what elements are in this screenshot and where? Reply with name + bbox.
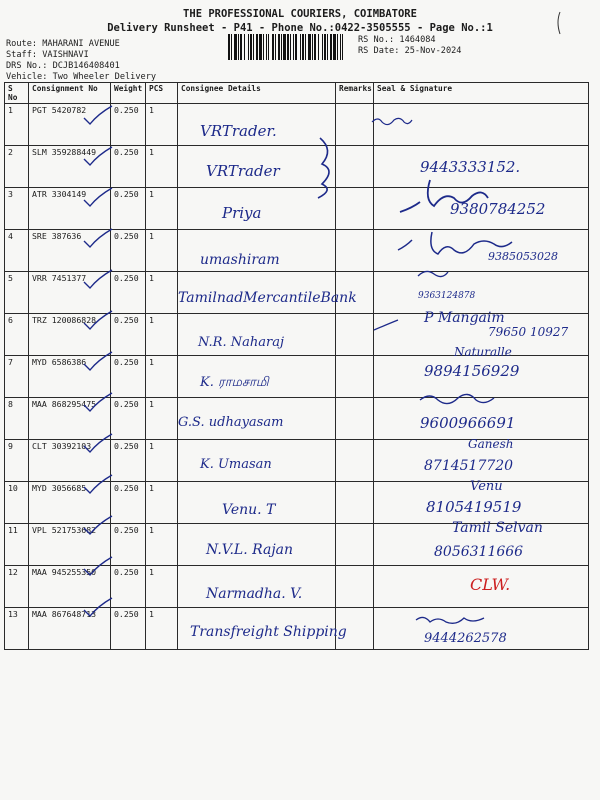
- consignee-hand-9: K. Umasan: [200, 457, 272, 472]
- remarks-cell: [336, 104, 374, 146]
- table-row: [5, 566, 589, 608]
- barcode-bar: [324, 34, 326, 60]
- remarks-cell: [336, 398, 374, 440]
- sno-cell: 10: [5, 482, 29, 524]
- name-hand-3: Venu: [470, 479, 503, 494]
- phone-hand-3: 9385053028: [488, 250, 558, 263]
- table-row: [5, 398, 589, 440]
- weight-cell: 0.250: [111, 230, 146, 272]
- table-row: [5, 356, 589, 398]
- barcode-bar: [342, 34, 343, 60]
- consignee-hand-13: Transfreight Shipping: [190, 624, 347, 640]
- consignee-hand-11: N.V.L. Rajan: [206, 542, 294, 558]
- col-header-consignment: Consignment No: [29, 83, 111, 104]
- barcode-bar: [305, 34, 306, 60]
- table-row: [5, 440, 589, 482]
- barcode-bar: [308, 34, 311, 60]
- consignment-cell: MYD 6586386: [29, 356, 111, 398]
- signature-cell: [374, 356, 589, 398]
- table-row: [5, 524, 589, 566]
- route-label: Route: MAHARANI AVENUE: [6, 39, 120, 49]
- weight-cell: 0.250: [111, 146, 146, 188]
- barcode-bar: [250, 34, 252, 60]
- barcode-bar: [327, 34, 328, 60]
- consignee-cell: [178, 146, 336, 188]
- weight-cell: 0.250: [111, 566, 146, 608]
- consignee-cell: [178, 230, 336, 272]
- consignee-hand-2: VRTrader: [206, 162, 280, 180]
- consignee-hand-10: Venu. T: [222, 502, 276, 518]
- remarks-cell: [336, 188, 374, 230]
- signature-cell: [374, 272, 589, 314]
- phone-hand-4: 9363124878: [418, 291, 476, 301]
- consignment-cell: TRZ 120086828: [29, 314, 111, 356]
- company-title: THE PROFESSIONAL COURIERS, COIMBATORE: [183, 8, 417, 20]
- table-row: [5, 188, 589, 230]
- consignee-cell: [178, 272, 336, 314]
- consignee-cell: [178, 440, 336, 482]
- signature-cell: [374, 440, 589, 482]
- sno-cell: 9: [5, 440, 29, 482]
- barcode-bar: [244, 34, 245, 60]
- remarks-cell: [336, 230, 374, 272]
- consignment-cell: VRR 7451377: [29, 272, 111, 314]
- barcode-bar: [275, 34, 276, 60]
- col-header-consignee: Consignee Details: [178, 83, 336, 104]
- sno-cell: 2: [5, 146, 29, 188]
- consignee-cell: [178, 188, 336, 230]
- remarks-cell: [336, 608, 374, 650]
- barcode-bar: [278, 34, 280, 60]
- consignee-hand-5: TamilnadMercantileBank: [178, 290, 357, 306]
- name-hand-4: Tamil Selvan: [452, 520, 543, 536]
- col-header-remarks: Remarks: [336, 83, 374, 104]
- consignee-cell: [178, 566, 336, 608]
- barcode-bar: [263, 34, 264, 60]
- barcode-bar: [228, 34, 230, 60]
- phone-hand-10: 8056311666: [434, 544, 524, 560]
- remarks-cell: [336, 146, 374, 188]
- phone-hand-9: 8105419519: [426, 498, 522, 516]
- barcode-bar: [238, 34, 239, 60]
- barcode-bar: [266, 34, 267, 60]
- phone-hand-6: 9894156929: [424, 362, 520, 380]
- pcs-cell: 1: [146, 356, 178, 398]
- remarks-cell: [336, 314, 374, 356]
- signature-cell: [374, 314, 589, 356]
- consignee-cell: [178, 608, 336, 650]
- phone-hand-1: 9443333152.: [420, 158, 521, 176]
- clw-mark: CLW.: [470, 575, 511, 594]
- weight-cell: 0.250: [111, 482, 146, 524]
- signature-cell: [374, 188, 589, 230]
- col-header-sno: S No: [5, 83, 29, 104]
- table-row: [5, 608, 589, 650]
- pcs-cell: 1: [146, 566, 178, 608]
- barcode-bar: [300, 34, 301, 60]
- barcode-bar: [259, 34, 262, 60]
- phone-hand-2: 9380784252: [450, 200, 546, 218]
- remarks-cell: [336, 356, 374, 398]
- consignee-cell: [178, 482, 336, 524]
- barcode-bar: [330, 34, 332, 60]
- barcode-bar: [322, 34, 323, 60]
- consignee-hand-4: umashiram: [200, 252, 280, 268]
- signature-cell: [374, 524, 589, 566]
- phone-hand-8: 8714517720: [424, 458, 514, 474]
- remarks-cell: [336, 482, 374, 524]
- weight-cell: 0.250: [111, 188, 146, 230]
- pcs-cell: 1: [146, 440, 178, 482]
- barcode-bar: [240, 34, 242, 60]
- consignee-hand-8: G.S. udhayasam: [178, 415, 284, 430]
- table-row: [5, 314, 589, 356]
- pcs-cell: 1: [146, 230, 178, 272]
- barcode-icon: [228, 34, 346, 60]
- name-hand-5: P Mangaim: [424, 310, 505, 326]
- consignee-hand-6: N.R. Naharaj: [198, 335, 284, 350]
- barcode-bar: [318, 34, 319, 60]
- weight-cell: 0.250: [111, 398, 146, 440]
- signature-cell: [374, 398, 589, 440]
- barcode-bar: [293, 34, 294, 60]
- weight-cell: 0.250: [111, 272, 146, 314]
- table-row: [5, 272, 589, 314]
- name-hand-1: Naturalle: [454, 345, 512, 359]
- signature-cell: [374, 482, 589, 524]
- barcode-bar: [281, 34, 282, 60]
- pcs-cell: 1: [146, 146, 178, 188]
- sno-cell: 8: [5, 398, 29, 440]
- table-row: [5, 104, 589, 146]
- consignee-hand-7: K. ராமசாமி: [200, 375, 269, 390]
- table-row: [5, 482, 589, 524]
- barcode-bar: [287, 34, 289, 60]
- pcs-cell: 1: [146, 608, 178, 650]
- barcode-bar: [272, 34, 274, 60]
- consignment-cell: SRE 387636: [29, 230, 111, 272]
- barcode-bar: [248, 34, 249, 60]
- staff-label: Staff: VAISHNAVI: [6, 50, 89, 60]
- table-header-row: [5, 83, 589, 104]
- col-header-signature: Seal & Signature: [374, 83, 589, 104]
- signature-cell: [374, 146, 589, 188]
- barcode-bar: [231, 34, 232, 60]
- sno-cell: 1: [5, 104, 29, 146]
- pcs-cell: 1: [146, 524, 178, 566]
- weight-cell: 0.250: [111, 356, 146, 398]
- consignee-cell: [178, 104, 336, 146]
- consignment-cell: SLM 359288449: [29, 146, 111, 188]
- pcs-cell: 1: [146, 314, 178, 356]
- barcode-bar: [295, 34, 297, 60]
- consignment-cell: VPL 521753682: [29, 524, 111, 566]
- barcode-bar: [302, 34, 304, 60]
- barcode-bar: [253, 34, 254, 60]
- weight-cell: 0.250: [111, 314, 146, 356]
- col-header-weight: Weight: [111, 83, 146, 104]
- phone-hand-7: 9600966691: [420, 414, 516, 432]
- table-row: [5, 230, 589, 272]
- sno-cell: 11: [5, 524, 29, 566]
- remarks-cell: [336, 272, 374, 314]
- remarks-cell: [336, 440, 374, 482]
- barcode-bar: [312, 34, 313, 60]
- weight-cell: 0.250: [111, 524, 146, 566]
- name-hand-2: Ganesh: [468, 437, 514, 451]
- consignee-hand-3: Priya: [222, 204, 262, 222]
- barcode-bar: [340, 34, 341, 60]
- consignment-cell: MAA 867648713: [29, 608, 111, 650]
- consignment-cell: MAA 945255350: [29, 566, 111, 608]
- consignee-cell: [178, 356, 336, 398]
- signature-cell: [374, 230, 589, 272]
- barcode-bar: [283, 34, 286, 60]
- pcs-cell: 1: [146, 398, 178, 440]
- barcode-bar: [268, 34, 269, 60]
- signature-cell: [374, 566, 589, 608]
- consignee-cell: [178, 398, 336, 440]
- table-row: [5, 146, 589, 188]
- pcs-cell: 1: [146, 482, 178, 524]
- sno-cell: 7: [5, 356, 29, 398]
- remarks-cell: [336, 524, 374, 566]
- barcode-bar: [314, 34, 316, 60]
- weight-cell: 0.250: [111, 104, 146, 146]
- runsheet-subtitle: Delivery Runsheet - P41 - Phone No.:0422-3505555 - Page No.:1: [107, 22, 493, 34]
- consignment-cell: CLT 30392103: [29, 440, 111, 482]
- weight-cell: 0.250: [111, 608, 146, 650]
- barcode-bar: [290, 34, 291, 60]
- sno-cell: 13: [5, 608, 29, 650]
- sno-cell: 3: [5, 188, 29, 230]
- sno-cell: 12: [5, 566, 29, 608]
- pcs-cell: 1: [146, 272, 178, 314]
- consignment-cell: ATR 3304149: [29, 188, 111, 230]
- consignee-cell: [178, 524, 336, 566]
- signature-cell: [374, 104, 589, 146]
- barcode-bar: [337, 34, 338, 60]
- runsheet-table: [4, 82, 589, 650]
- rs-date: RS Date: 25-Nov-2024: [358, 46, 462, 56]
- barcode-bar: [333, 34, 336, 60]
- consignee-cell: [178, 314, 336, 356]
- sno-cell: 4: [5, 230, 29, 272]
- consignee-hand-1: VRTrader.: [200, 122, 277, 140]
- barcode-bar: [234, 34, 237, 60]
- phone-hand-11: 9444262578: [424, 631, 507, 646]
- vehicle-label: Vehicle: Two Wheeler Delivery: [6, 72, 157, 82]
- consignment-cell: MYD 3056685: [29, 482, 111, 524]
- pcs-cell: 1: [146, 104, 178, 146]
- consignment-cell: PGT 5420782: [29, 104, 111, 146]
- phone-hand-5: 79650 10927: [488, 325, 569, 339]
- consignment-cell: MAA 868295475: [29, 398, 111, 440]
- barcode-bar: [256, 34, 258, 60]
- sno-cell: 6: [5, 314, 29, 356]
- consignee-hand-12: Narmadha. V.: [206, 586, 303, 602]
- col-header-pcs: PCS: [146, 83, 178, 104]
- rs-number: RS No.: 1464084: [358, 35, 436, 45]
- remarks-cell: [336, 566, 374, 608]
- sno-cell: 5: [5, 272, 29, 314]
- signature-cell: [374, 608, 589, 650]
- drs-number: DRS No.: DCJB146408401: [6, 61, 120, 71]
- weight-cell: 0.250: [111, 440, 146, 482]
- pcs-cell: 1: [146, 188, 178, 230]
